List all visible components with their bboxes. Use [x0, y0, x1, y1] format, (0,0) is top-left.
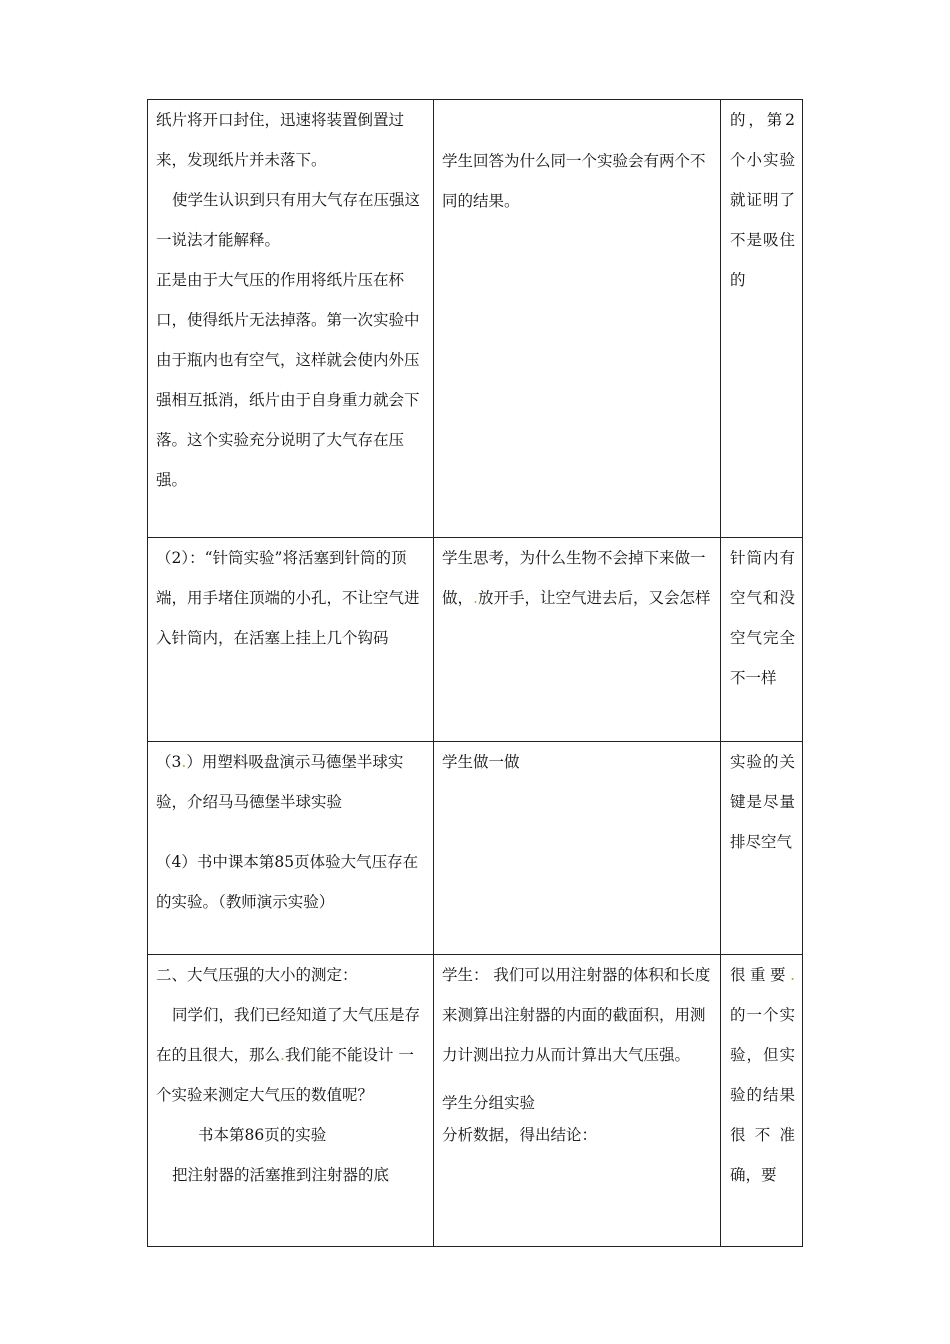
notes-cell [721, 955, 803, 1247]
paragraph: 正是由于大气压的作用将纸片压在杯口，使得纸片无法掉落。第一次实验中由于瓶内也有空气，这样就会使内外压强相互抵消，纸片由于自身重力就会下落。这个实验充分说明了大气存在压强。 [156, 271, 420, 489]
teacher-activity-cell [148, 100, 434, 538]
lesson-table [147, 99, 803, 1247]
paragraph: （2）：“针筒实验”将活塞到针筒的顶端，用手堵住顶端的小孔，不让空气进入针筒内，在活塞上挂上几个钩码 [156, 549, 420, 647]
teacher-activity-cell [148, 742, 434, 955]
table-row [148, 538, 803, 742]
teacher-activity-cell [148, 538, 434, 742]
paragraph: 分析数据，得出结论： [442, 1126, 598, 1144]
paragraph: 纸片将开口封住，迅速将装置倒置过来，发现纸片并未落下。 [156, 111, 405, 169]
notes-cell [721, 742, 803, 955]
notes-cell [721, 100, 803, 538]
mark: . [181, 753, 187, 771]
paragraph: 的，第2个小实验就证明了不是吸住的 [730, 111, 795, 289]
paragraph: 书本第86页的实验 [198, 1126, 327, 1144]
paragraph: 实验的关键是尽量排尽空气 [730, 753, 795, 851]
student-activity-cell [434, 538, 721, 742]
student-activity-cell [434, 100, 721, 538]
table-row [148, 955, 803, 1247]
paragraph: 把注射器的活塞推到注射器的底 [172, 1166, 390, 1184]
paragraph: 学生回答为什么同一个实验会有两个不同的结果。 [442, 152, 706, 210]
student-activity-cell [434, 742, 721, 955]
paragraph: 学生做一做 [442, 753, 520, 771]
paragraph: （3.）用塑料吸盘演示马德堡半球实验，介绍马马德堡半球实验 [156, 753, 404, 811]
teacher-activity-cell [148, 955, 434, 1247]
table-row [148, 100, 803, 538]
paragraph: 学生分组实验 [442, 1094, 536, 1112]
paragraph: （4）书中课本第85页体验大气压存在的实验。（教师演示实验） [156, 853, 419, 911]
paragraph: 使学生认识到只有用大气存在压强这一说法才能解释。 [156, 191, 421, 249]
student-activity-cell [434, 955, 721, 1247]
mark: . [473, 589, 478, 607]
table-row [148, 742, 803, 955]
paragraph: 针筒内有空气和没空气完全不一样 [730, 549, 795, 687]
paragraph: 很重要.的一个实验，但实验的结果很不准确，要 [730, 966, 795, 1184]
mark: . [790, 966, 795, 984]
paragraph: 同学们，我们已经知道了大气压是存在的且很大，那么.我们能不能设计 一个实验来测定大气压的数值呢？ [156, 1006, 421, 1104]
paragraph: 学生思考，为什么生物不会掉下来做一做，.放开手，让空气进去后，又会怎样 [442, 549, 711, 607]
paragraph: 学生： 我们可以用注射器的体积和长度来测算出注射器的内面的截面积，用测力计测出拉力从而计算出大气压强。 [442, 966, 711, 1064]
mark: . [280, 1046, 285, 1064]
notes-cell [721, 538, 803, 742]
paragraph: 二、大气压强的大小的测定： [156, 966, 358, 984]
